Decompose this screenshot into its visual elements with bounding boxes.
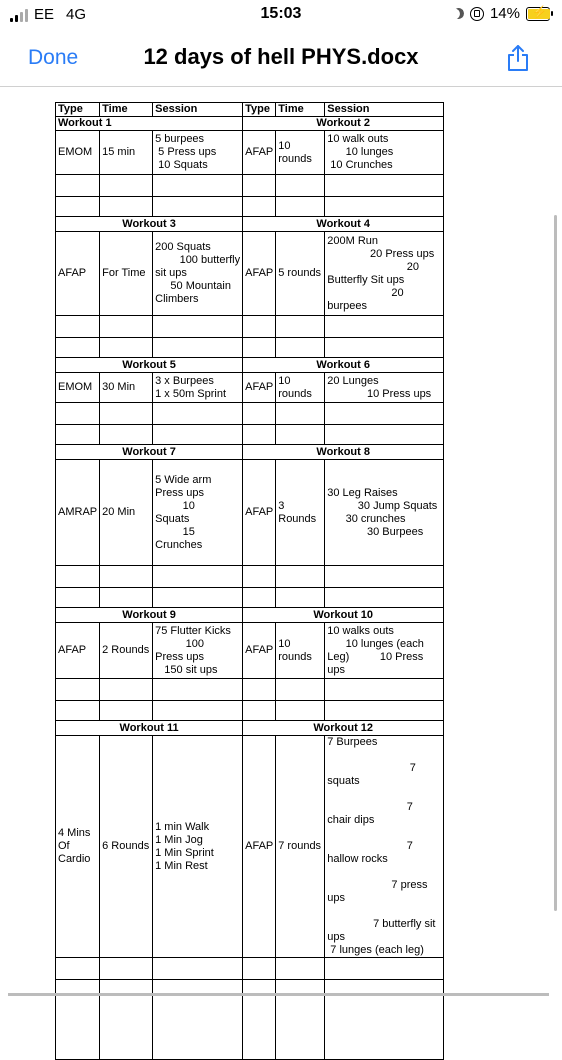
- workout-session: [153, 460, 243, 566]
- workout-type: AFAP: [56, 232, 100, 316]
- column-header: Time: [100, 103, 153, 117]
- empty-cell: [56, 175, 100, 197]
- session-line: [327, 827, 441, 840]
- empty-cell: [243, 175, 276, 197]
- empty-cell: [325, 679, 444, 701]
- session-line: [327, 905, 441, 918]
- session-line: 5 Press ups: [155, 146, 217, 158]
- session-line: chair dips: [327, 814, 375, 826]
- workout-row: [56, 232, 444, 316]
- empty-row: [56, 679, 444, 701]
- session-line: 10: [155, 499, 195, 512]
- session-line: Crunches: [155, 538, 203, 551]
- column-header: Session: [153, 103, 243, 117]
- workout-session: [325, 232, 444, 316]
- empty-cell: [325, 316, 444, 338]
- workout-row: [56, 131, 444, 175]
- session-line: 7: [327, 762, 416, 774]
- session-line: 7 press: [327, 879, 428, 891]
- session-line: 20 Lunges: [327, 374, 379, 387]
- empty-cell: [56, 980, 100, 1060]
- empty-cell: [243, 197, 276, 217]
- empty-cell: [153, 588, 243, 608]
- share-icon[interactable]: [506, 44, 530, 72]
- workout-session: [325, 623, 444, 679]
- empty-row: [56, 197, 444, 217]
- workout-type: AFAP: [243, 736, 276, 958]
- empty-cell: [100, 338, 153, 358]
- workout-type: EMOM: [56, 131, 100, 175]
- session-line: hallow rocks: [327, 853, 388, 865]
- empty-cell: [325, 403, 444, 425]
- session-line: ups: [327, 931, 345, 943]
- empty-cell: [276, 425, 325, 445]
- empty-cell: [243, 980, 276, 1060]
- empty-row: [56, 403, 444, 425]
- empty-cell: [153, 316, 243, 338]
- session-line: 5 burpees: [155, 133, 205, 145]
- empty-cell: [276, 175, 325, 197]
- empty-cell: [56, 679, 100, 701]
- empty-cell: [100, 425, 153, 445]
- workout-title-row: [56, 608, 444, 623]
- workout-time: 6 Rounds: [100, 736, 153, 958]
- workout-title: Workout 7: [56, 445, 243, 460]
- empty-cell: [100, 588, 153, 608]
- session-line: 10 lunges (each: [327, 637, 424, 650]
- session-line: 20: [327, 286, 404, 299]
- workout-type: AFAP: [56, 623, 100, 679]
- empty-row: [56, 425, 444, 445]
- workout-session: [153, 373, 243, 403]
- workout-time: 30 Min: [100, 373, 153, 403]
- status-bar: [0, 0, 562, 30]
- empty-cell: [325, 566, 444, 588]
- workout-title: Workout 4: [243, 217, 444, 232]
- session-line: [327, 788, 441, 801]
- empty-cell: [153, 403, 243, 425]
- empty-cell: [153, 566, 243, 588]
- empty-cell: [153, 425, 243, 445]
- session-line: sit ups: [155, 267, 187, 279]
- workout-title-row: [56, 721, 444, 736]
- session-line: Squats: [155, 512, 190, 525]
- empty-cell: [56, 316, 100, 338]
- empty-cell: [153, 338, 243, 358]
- workout-time: 7 rounds: [276, 736, 325, 958]
- empty-cell: [56, 958, 100, 980]
- column-header: Session: [325, 103, 444, 117]
- session-line: 75 Flutter Kicks: [155, 624, 231, 637]
- document-page[interactable]: [0, 87, 562, 999]
- empty-cell: [153, 980, 243, 1060]
- workout-title: Workout 3: [56, 217, 243, 232]
- workout-row: [56, 736, 444, 958]
- battery-icon: ⚡: [526, 7, 550, 21]
- workout-session: [325, 736, 444, 958]
- empty-cell: [276, 588, 325, 608]
- workout-title: Workout 11: [56, 721, 243, 736]
- column-header: Type: [56, 103, 100, 117]
- workout-title: Workout 6: [243, 358, 444, 373]
- battery-percent: 14%: [489, 5, 520, 22]
- workout-time: 10 rounds: [276, 623, 325, 679]
- session-line: 30 Burpees: [327, 525, 424, 538]
- empty-cell: [243, 958, 276, 980]
- workout-title: Workout 5: [56, 358, 243, 373]
- session-line: 100: [155, 637, 205, 650]
- empty-cell: [243, 316, 276, 338]
- session-line: ups: [327, 892, 345, 904]
- empty-cell: [243, 701, 276, 721]
- session-line: 7: [327, 801, 413, 813]
- empty-cell: [56, 701, 100, 721]
- empty-cell: [56, 403, 100, 425]
- workout-title-row: [56, 358, 444, 373]
- empty-cell: [276, 316, 325, 338]
- session-line: Press ups: [155, 650, 205, 663]
- empty-cell: [56, 425, 100, 445]
- workout-time: 15 min: [100, 131, 153, 175]
- empty-cell: [153, 679, 243, 701]
- empty-cell: [243, 588, 276, 608]
- session-line: Leg) 10 Press: [327, 650, 424, 663]
- empty-cell: [325, 980, 444, 1060]
- session-line: 10 walk outs: [327, 133, 389, 145]
- empty-row: [56, 701, 444, 721]
- workout-session: [325, 373, 444, 403]
- empty-cell: [153, 175, 243, 197]
- document-title: 12 days of hell PHYS.docx: [143, 44, 419, 69]
- session-line: 7 Burpees: [327, 736, 378, 748]
- carrier-label: EE: [34, 6, 55, 23]
- empty-row: [56, 588, 444, 608]
- nav-bar: [0, 30, 562, 87]
- workout-title-row: [56, 445, 444, 460]
- workout-title: Workout 12: [243, 721, 444, 736]
- workout-type: EMOM: [56, 373, 100, 403]
- session-line: 10 lunges: [327, 146, 394, 158]
- session-line: 1 Min Rest: [155, 859, 208, 872]
- empty-cell: [153, 958, 243, 980]
- workout-type: AFAP: [243, 373, 276, 403]
- empty-cell: [325, 338, 444, 358]
- empty-cell: [56, 338, 100, 358]
- empty-cell: [100, 175, 153, 197]
- scrollbar[interactable]: [554, 215, 557, 911]
- empty-cell: [325, 425, 444, 445]
- session-line: 7 butterfly sit: [327, 918, 436, 930]
- empty-cell: [276, 566, 325, 588]
- session-line: Butterfly Sit ups: [327, 273, 405, 286]
- session-line: [327, 749, 441, 762]
- empty-cell: [243, 403, 276, 425]
- session-line: 1 Min Jog: [155, 833, 203, 846]
- session-line: 100 butterfly: [155, 254, 241, 266]
- workout-type: AFAP: [243, 131, 276, 175]
- empty-cell: [100, 403, 153, 425]
- moon-icon: [451, 6, 465, 20]
- session-line: 1 x 50m Sprint: [155, 387, 227, 400]
- status-time: 15:03: [260, 5, 302, 22]
- page-divider: [8, 993, 549, 996]
- session-line: ups: [327, 663, 345, 676]
- workout-session: [153, 232, 243, 316]
- workout-table: [55, 102, 444, 1060]
- session-line: 30 crunches: [327, 512, 406, 525]
- session-line: Climbers: [155, 293, 199, 305]
- empty-cell: [56, 588, 100, 608]
- session-line: 10 Crunches: [327, 159, 393, 171]
- workout-title-row: [56, 117, 444, 131]
- empty-cell: [100, 197, 153, 217]
- workout-type: AFAP: [243, 232, 276, 316]
- empty-cell: [243, 338, 276, 358]
- workout-session: [325, 460, 444, 566]
- status-right: [453, 5, 550, 22]
- empty-row: [56, 175, 444, 197]
- workout-title: Workout 8: [243, 445, 444, 460]
- session-line: 20 Press ups: [327, 247, 435, 260]
- empty-cell: [325, 588, 444, 608]
- session-line: 1 min Walk: [155, 820, 210, 833]
- column-header: Type: [243, 103, 276, 117]
- workout-time: 2 Rounds: [100, 623, 153, 679]
- empty-cell: [276, 701, 325, 721]
- workout-row: [56, 373, 444, 403]
- header-row: [56, 103, 444, 117]
- empty-row: [56, 980, 444, 1060]
- workout-title: Workout 2: [243, 117, 444, 131]
- workout-time: 3 Rounds: [276, 460, 325, 566]
- empty-cell: [100, 958, 153, 980]
- session-line: 1 Min Sprint: [155, 846, 214, 859]
- session-line: 30 Jump Squats: [327, 499, 438, 512]
- session-line: squats: [327, 775, 360, 787]
- empty-row: [56, 338, 444, 358]
- session-line: 200M Run: [327, 234, 379, 247]
- session-line: 10 walks outs: [327, 624, 394, 637]
- workout-session: [153, 736, 243, 958]
- session-line: 50 Mountain: [155, 280, 231, 292]
- empty-cell: [56, 566, 100, 588]
- empty-cell: [100, 566, 153, 588]
- empty-cell: [153, 197, 243, 217]
- network-label: 4G: [66, 6, 87, 23]
- empty-cell: [325, 175, 444, 197]
- empty-cell: [243, 679, 276, 701]
- empty-cell: [100, 316, 153, 338]
- session-line: 150 sit ups: [155, 663, 218, 676]
- workout-title: Workout 1: [56, 117, 243, 131]
- empty-cell: [153, 701, 243, 721]
- session-line: burpees: [327, 299, 368, 312]
- empty-cell: [276, 980, 325, 1060]
- workout-time: For Time: [100, 232, 153, 316]
- session-line: 3 x Burpees: [155, 374, 214, 387]
- workout-session: [325, 131, 444, 175]
- empty-cell: [56, 197, 100, 217]
- workout-row: [56, 460, 444, 566]
- rotation-lock-icon: [470, 7, 484, 21]
- workout-title: Workout 9: [56, 608, 243, 623]
- empty-row: [56, 958, 444, 980]
- session-line: 5 Wide arm: [155, 473, 212, 486]
- empty-cell: [325, 701, 444, 721]
- session-line: Press ups: [155, 486, 205, 499]
- workout-time: 5 rounds: [276, 232, 325, 316]
- session-line: 7: [327, 840, 413, 852]
- empty-cell: [276, 958, 325, 980]
- workout-time: 10 rounds: [276, 373, 325, 403]
- workout-time: 10 rounds: [276, 131, 325, 175]
- empty-row: [56, 316, 444, 338]
- empty-row: [56, 566, 444, 588]
- workout-session: [153, 131, 243, 175]
- workout-session: [153, 623, 243, 679]
- workout-time: 20 Min: [100, 460, 153, 566]
- empty-cell: [276, 403, 325, 425]
- empty-cell: [243, 566, 276, 588]
- session-line: [327, 866, 441, 879]
- empty-cell: [100, 679, 153, 701]
- empty-cell: [243, 425, 276, 445]
- session-line: 200 Squats: [155, 241, 211, 253]
- empty-cell: [276, 338, 325, 358]
- session-line: 10 Squats: [155, 159, 208, 171]
- done-button[interactable]: Done: [28, 46, 79, 69]
- workout-type: AFAP: [243, 623, 276, 679]
- empty-cell: [276, 197, 325, 217]
- session-line: 15: [155, 525, 195, 538]
- empty-cell: [276, 679, 325, 701]
- workout-type: 4 Mins Of Cardio: [56, 736, 100, 958]
- empty-cell: [325, 197, 444, 217]
- session-line: 7 lunges (each leg): [327, 944, 424, 956]
- workout-title-row: [56, 217, 444, 232]
- workout-type: AMRAP: [56, 460, 100, 566]
- empty-cell: [100, 980, 153, 1060]
- workout-type: AFAP: [243, 460, 276, 566]
- session-line: 10 Press ups: [327, 387, 432, 400]
- column-header: Time: [276, 103, 325, 117]
- empty-cell: [100, 701, 153, 721]
- workout-row: [56, 623, 444, 679]
- empty-cell: [325, 958, 444, 980]
- session-line: 30 Leg Raises: [327, 486, 398, 499]
- session-line: 20: [327, 260, 419, 273]
- workout-title: Workout 10: [243, 608, 444, 623]
